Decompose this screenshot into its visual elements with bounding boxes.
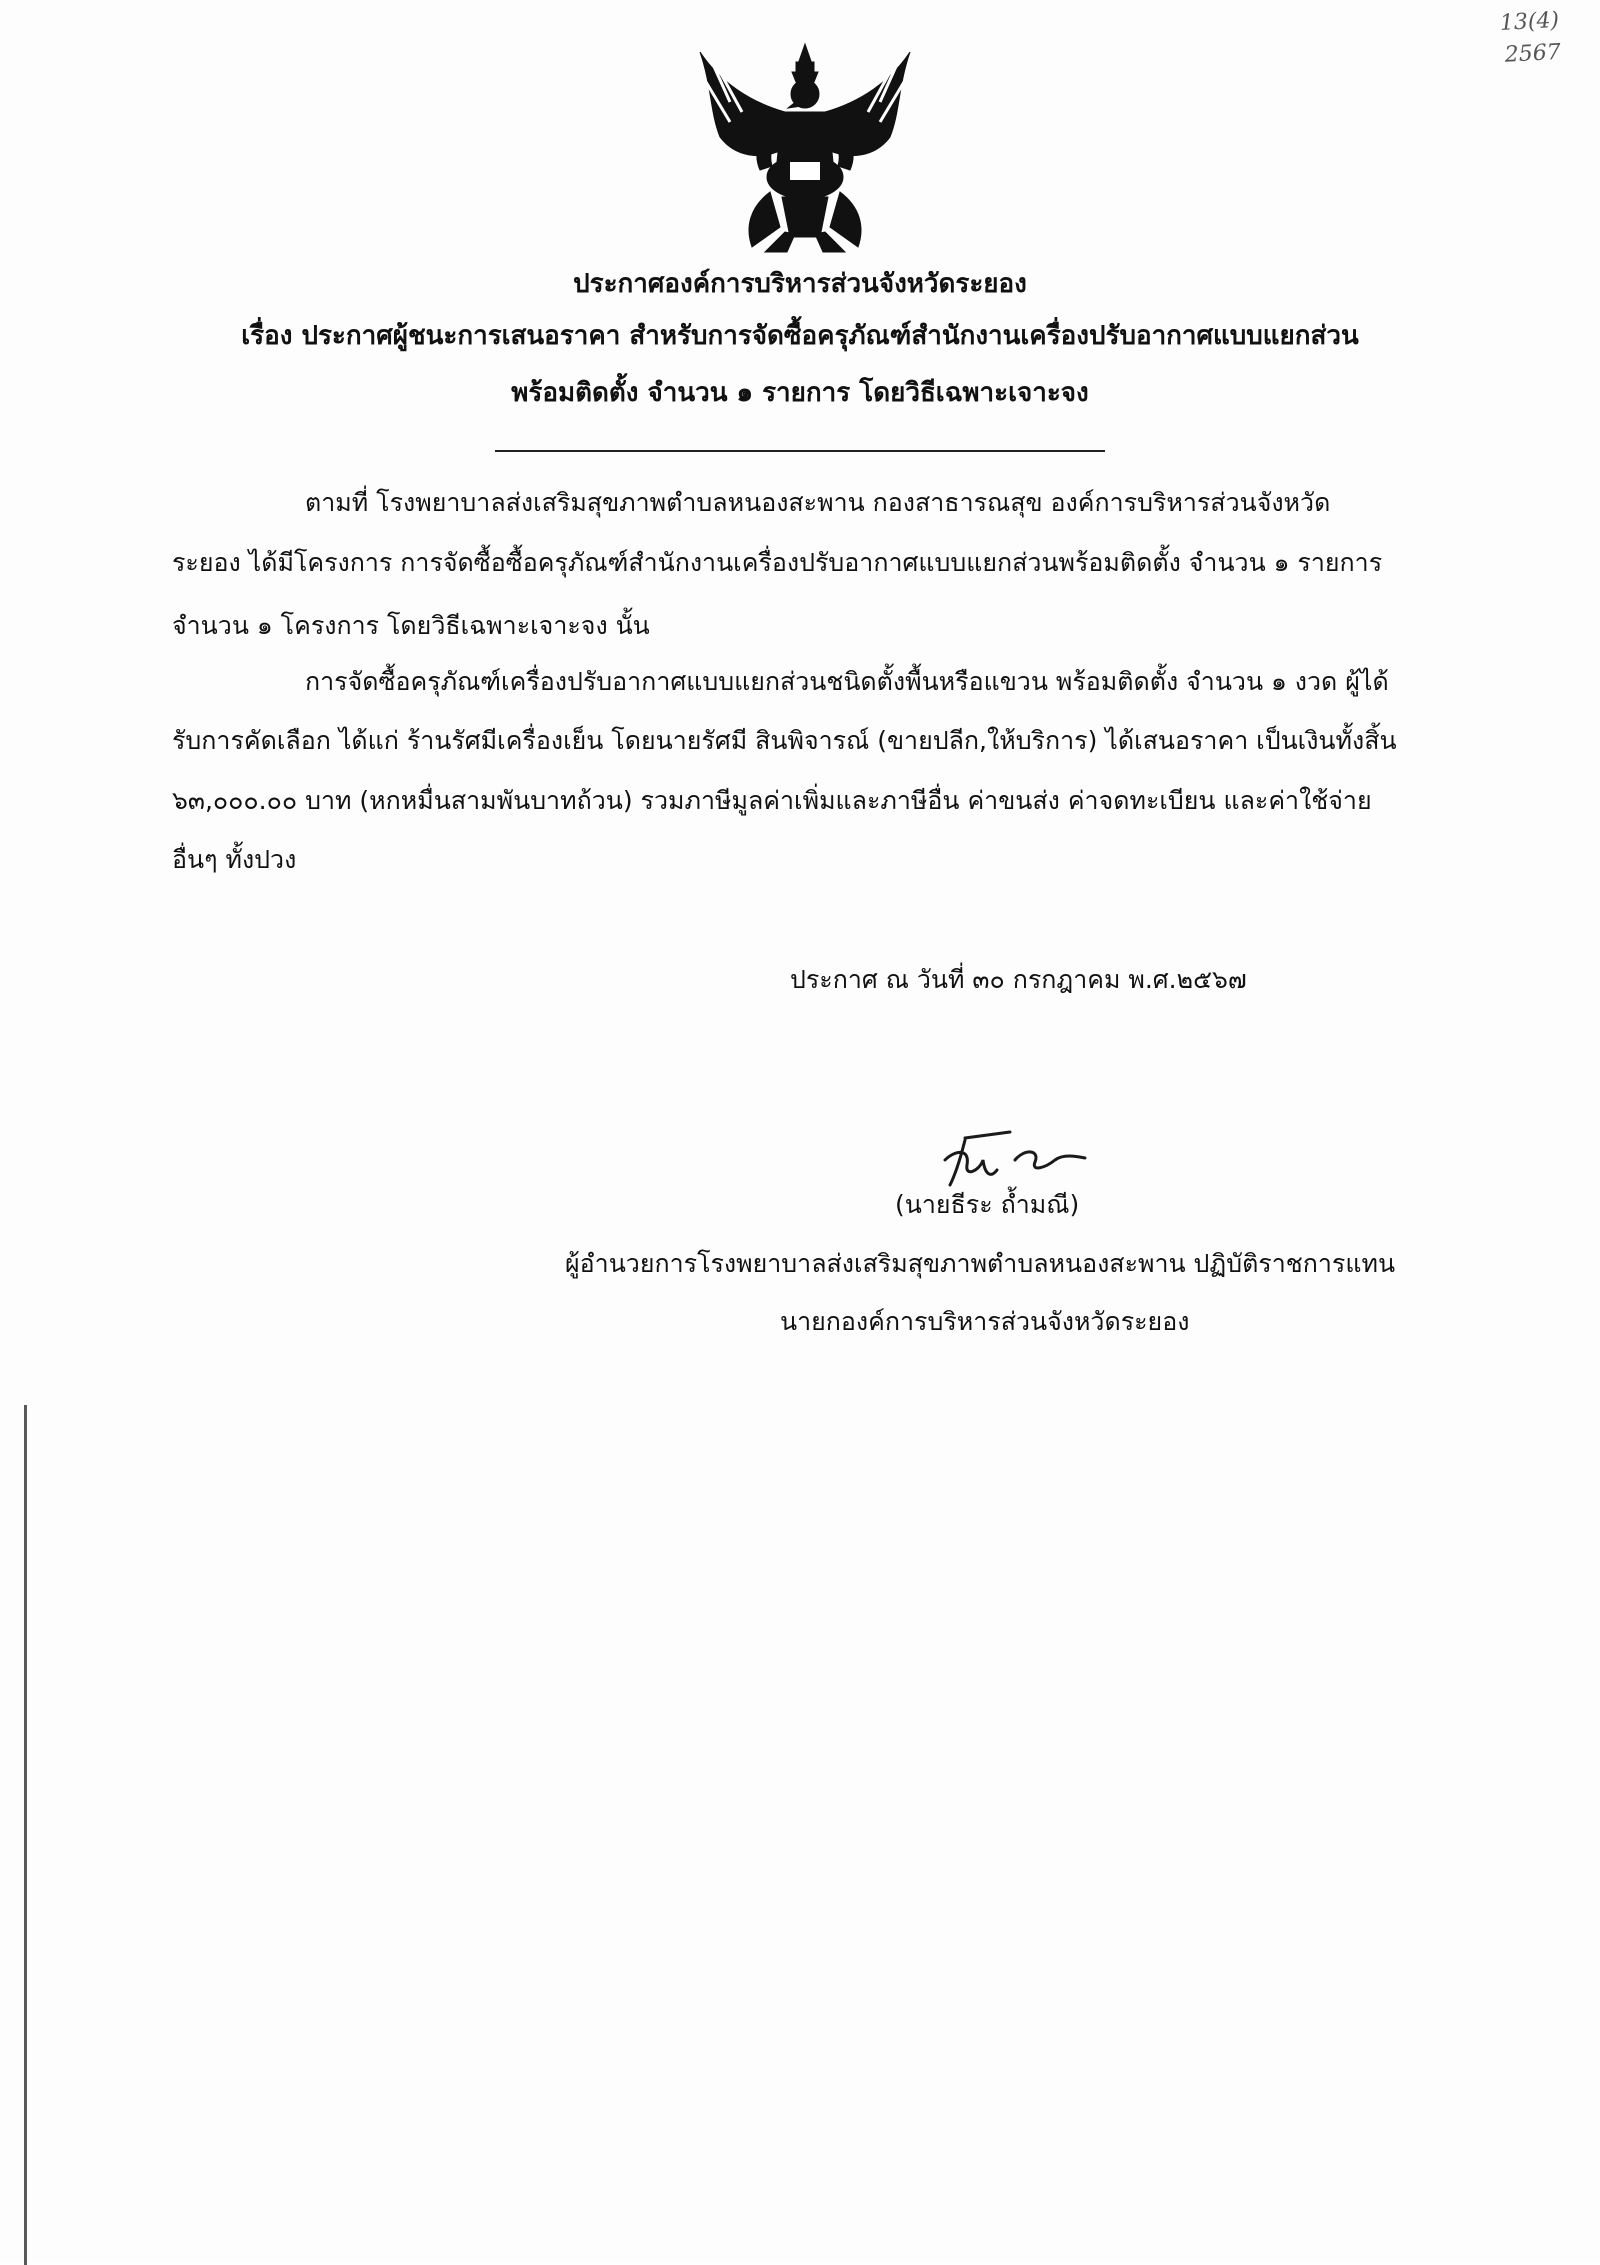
- paragraph-2-line-4: อื่นๆ ทั้งปวง: [172, 845, 297, 874]
- announcement-date: ประกาศ ณ วันที่ ๓๐ กรกฎาคม พ.ศ.๒๕๖๗: [790, 965, 1247, 994]
- paragraph-1-line-3: จำนวน ๑ โครงการ โดยวิธีเฉพาะเจาะจง นั้น: [172, 611, 650, 640]
- corner-note-line-1: 13(4): [1499, 7, 1560, 36]
- paragraph-1-line-1: ตามที่ โรงพยาบาลส่งเสริมสุขภาพตำบลหนองสะพาน กองสาธารณสุข องค์การบริหารส่วนจังหวัด: [305, 488, 1331, 517]
- header-divider: [495, 450, 1105, 452]
- paragraph-2-line-2: รับการคัดเลือก ได้แก่ ร้านรัศมีเครื่องเย็น โดยนายรัศมี สินพิจารณ์ (ขายปลีก,ให้บริการ) ได้เสนอราคา เป็นเงินทั้งสิ้น: [172, 726, 1397, 755]
- announcement-subject: เรื่อง ประกาศผู้ชนะการเสนอราคา สำหรับการจัดซื้อครุภัณฑ์สำนักงานเครื่องปรับอากาศแบบแยกส่วน: [241, 321, 1359, 351]
- paragraph-1-line-2: ระยอง ได้มีโครงการ การจัดซื้อซื้อครุภัณฑ์สำนักงานเครื่องปรับอากาศแบบแยกส่วนพร้อมติดตั้ง จำนวน ๑ รายการ: [172, 548, 1383, 577]
- signer-title: ผู้อำนวยการโรงพยาบาลส่งเสริมสุขภาพตำบลหนองสะพาน ปฏิบัติราชการแทน: [565, 1249, 1396, 1278]
- paragraph-2-line-3: ๖๓,๐๐๐.๐๐ บาท (หกหมื่นสามพันบาทถ้วน) รวมภาษีมูลค่าเพิ่มและภาษีอื่น ค่าขนส่ง ค่าจดทะเบียน และค่าใช้จ่าย: [172, 786, 1372, 815]
- announcement-subject-continued: พร้อมติดตั้ง จำนวน ๑ รายการ โดยวิธีเฉพาะเจาะจง: [511, 378, 1089, 408]
- signer-name: (นายธีระ ถ้ำมณี): [895, 1190, 1080, 1219]
- announcement-title: ประกาศองค์การบริหารส่วนจังหวัดระยอง: [573, 269, 1027, 299]
- corner-note-line-2: 2567: [1504, 39, 1562, 68]
- handwritten-corner-note: [1438, 5, 1561, 75]
- signer-title-continued: นายกองค์การบริหารส่วนจังหวัดระยอง: [780, 1307, 1190, 1336]
- scan-edge-line: [24, 1405, 27, 2265]
- paragraph-2-line-1: การจัดซื้อครุภัณฑ์เครื่องปรับอากาศแบบแยกส่วนชนิดตั้งพื้นหรือแขวน พร้อมติดตั้ง จำนวน ๑ งวด ผู้ได้: [305, 667, 1389, 696]
- garuda-emblem-icon: [690, 42, 920, 257]
